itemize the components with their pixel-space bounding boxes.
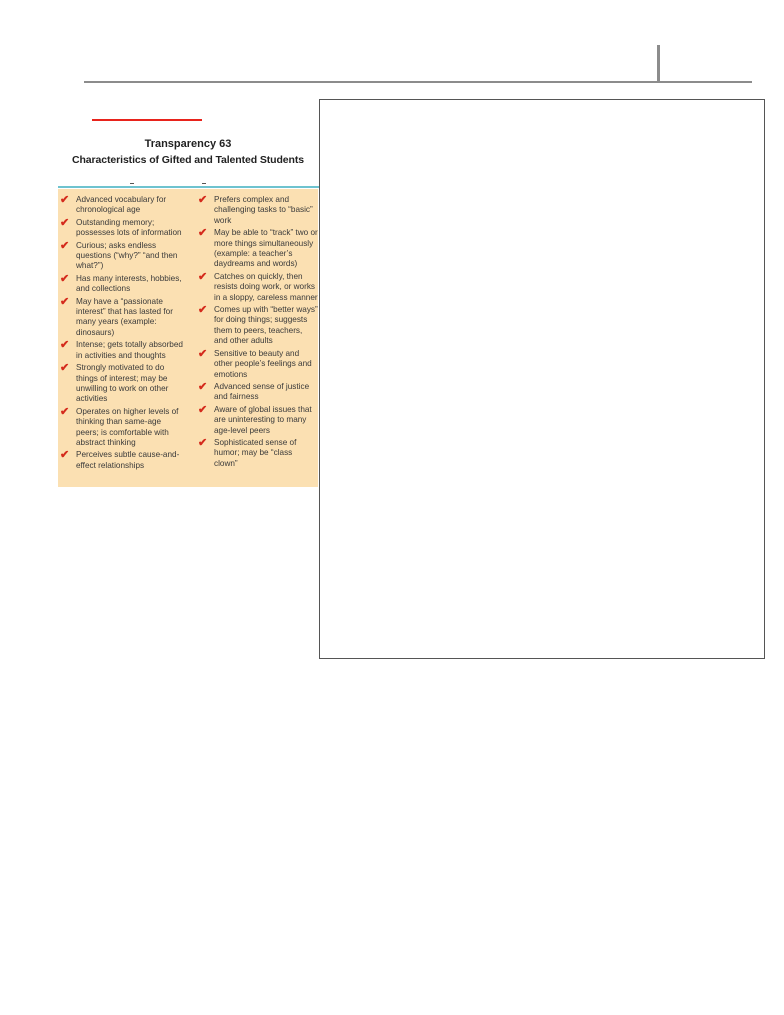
- list-item: ✔ Sophisticated sense of humor; may be “class clown”: [198, 436, 297, 468]
- list-item: ✔ Intense; gets totally absorbed in activities and thoughts: [60, 339, 183, 360]
- list-item: ✔ Advanced sense of justice and fairness: [198, 380, 310, 402]
- transparency-title: Transparency 63: [144, 138, 232, 150]
- check-mark-icon: ✔: [198, 380, 208, 393]
- list-item: ✔ Comes up with “better ways” for doing things; suggests them to peers, teachers, and other adults: [198, 304, 318, 346]
- check-mark-icon: ✔: [60, 216, 70, 229]
- list-item: ✔ Advanced vocabulary for chronological age: [60, 194, 167, 215]
- check-mark-icon: ✔: [60, 272, 70, 285]
- list-item: ✔ Has many interests, hobbies, and collections: [60, 272, 182, 294]
- check-mark-icon: ✔: [198, 227, 208, 240]
- list-item: ✔ Strongly motivated to do things of interest; may be unwilling to work on other activities: [60, 362, 169, 404]
- check-mark-icon: ✔: [60, 449, 70, 462]
- list-item: ✔ Outstanding memory; possesses lots of information: [60, 216, 182, 238]
- list-item: ✔ May be able to “track” two or more things simultaneously (example: a teacher’s daydreams and words): [198, 227, 318, 269]
- right-column: [198, 195, 318, 471]
- characteristics-panel: [58, 189, 318, 487]
- check-mark-icon: ✔: [198, 270, 208, 283]
- check-mark-icon: ✔: [60, 194, 70, 206]
- transparency-heading: [58, 136, 318, 168]
- red-accent-rule: [92, 119, 202, 121]
- divider-dash: [202, 183, 206, 184]
- check-mark-icon: ✔: [60, 362, 70, 375]
- divider-dash: [130, 183, 134, 184]
- left-column: [60, 195, 186, 473]
- list-item: ✔ Prefers complex and challenging tasks to “basic” work: [198, 194, 313, 225]
- header-tick-mark: [657, 45, 660, 83]
- check-mark-icon: ✔: [198, 403, 208, 416]
- check-mark-icon: ✔: [198, 436, 208, 449]
- notes-box: [319, 99, 765, 659]
- teal-divider: [58, 186, 320, 188]
- check-mark-icon: ✔: [60, 239, 70, 252]
- list-item: ✔ Catches on quickly, then resists doing work, or works in a sloppy, careless manner: [198, 270, 318, 302]
- transparency-subtitle: Characteristics of Gifted and Talented Students: [72, 154, 304, 166]
- list-item: ✔ Aware of global issues that are uninteresting to many age-level peers: [198, 403, 312, 435]
- header-rule: [84, 81, 752, 83]
- check-mark-icon: ✔: [198, 347, 208, 360]
- check-mark-icon: ✔: [198, 304, 208, 317]
- list-item: ✔ Sensitive to beauty and other people’s feelings and emotions: [198, 347, 312, 379]
- list-item: ✔ May have a “passionate interest” that has lasted for many years (example: dinosaurs): [60, 295, 173, 337]
- check-mark-icon: ✔: [198, 194, 208, 206]
- check-mark-icon: ✔: [60, 295, 70, 308]
- list-item: ✔ Curious; asks endless questions (“why?” “and then what?”): [60, 239, 178, 271]
- check-mark-icon: ✔: [60, 405, 70, 418]
- check-mark-icon: ✔: [60, 339, 70, 352]
- list-item: ✔ Perceives subtle cause-and-effect relationships: [60, 449, 180, 470]
- list-item: ✔ Operates on higher levels of thinking than same-age peers; is comfortable with abstract thinking: [60, 405, 179, 447]
